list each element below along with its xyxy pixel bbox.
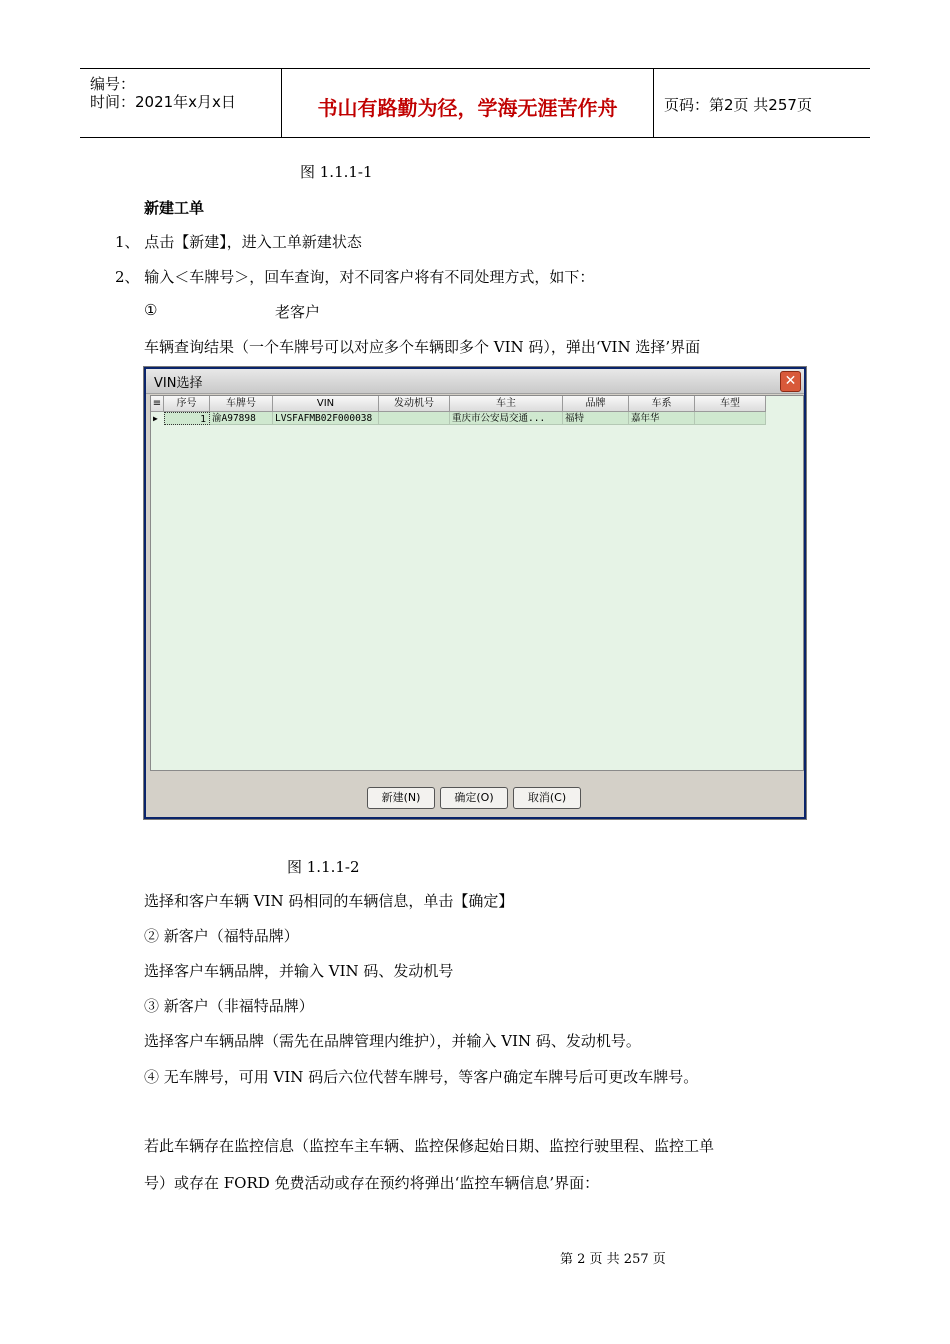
column-header[interactable]: 车系 — [629, 396, 695, 412]
vin-select-dialog — [143, 366, 807, 820]
cell-seq[interactable]: 1 — [164, 412, 210, 425]
row-selector-header-icon: ≡ — [151, 396, 164, 412]
figure-caption-1: 图 1.1.1-1 — [300, 163, 373, 181]
monitor-paragraph-line-1: 若此车辆存在监控信息（监控车主车辆、监控保修起始日期、监控行驶里程、监控工单 — [144, 1137, 715, 1155]
close-icon[interactable]: ✕ — [780, 371, 801, 392]
figure-caption-2: 图 1.1.1-2 — [287, 858, 360, 876]
column-header[interactable]: 发动机号 — [379, 396, 450, 412]
new-button[interactable]: 新建(N) — [367, 787, 435, 809]
doc-number-label: 编号： — [90, 75, 136, 93]
cell-model[interactable] — [695, 412, 766, 425]
instruction-line: 选择和客户车辆 VIN 码相同的车辆信息，单击【确定】 — [144, 892, 514, 910]
column-header[interactable]: 车型 — [695, 396, 766, 412]
monitor-paragraph-line-2: 号）或存在 FORD 免费活动或存在预约将弹出‘监控车辆信息’界面： — [144, 1174, 600, 1192]
table-row[interactable] — [151, 412, 803, 426]
header-motto: 书山有路勤为径，学海无涯苦作舟 — [317, 96, 618, 120]
vin-intro-text: 车辆查询结果（一个车牌号可以对应多个车辆即多个 VIN 码），弹出‘VIN 选择’界面 — [144, 338, 701, 356]
vin-grid — [150, 395, 804, 771]
old-customer-label: 老客户 — [275, 303, 321, 321]
dialog-title: VIN选择 — [154, 376, 203, 391]
cell-series[interactable]: 嘉年华 — [629, 412, 695, 425]
current-row-arrow-icon: ▶ — [151, 412, 164, 425]
grid-header — [151, 396, 803, 412]
instruction-line: 选择客户车辆品牌，并输入 VIN 码、发动机号 — [144, 962, 454, 980]
ok-button[interactable]: 确定(O) — [440, 787, 508, 809]
header-page-number: 页码：第2页 共257页 — [664, 96, 812, 114]
column-header[interactable]: 车牌号 — [210, 396, 273, 412]
dialog-titlebar — [146, 369, 804, 394]
page-footer: 第 2 页 共 257 页 — [560, 1252, 666, 1267]
dialog-body — [146, 369, 804, 817]
step-1: 1、 点击【新建】，进入工单新建状态 — [115, 233, 362, 251]
cell-plate[interactable]: 渝A97898 — [210, 412, 273, 425]
step-2: 2、 输入＜车牌号＞，回车查询，对不同客户将有不同处理方式，如下： — [115, 268, 595, 286]
new-customer-non-ford: ③ 新客户（非福特品牌） — [144, 997, 314, 1015]
cancel-button[interactable]: 取消(C) — [513, 787, 581, 809]
new-customer-ford: ② 新客户（福特品牌） — [144, 927, 299, 945]
cell-engine[interactable] — [379, 412, 450, 425]
instruction-line: 选择客户车辆品牌（需先在品牌管理内维护），并输入 VIN 码、发动机号。 — [144, 1032, 641, 1050]
old-customer-marker: ① — [144, 301, 158, 319]
header-info-cell — [80, 69, 282, 137]
header-motto-cell — [282, 69, 654, 137]
cell-brand[interactable]: 福特 — [563, 412, 629, 425]
column-header[interactable]: 品牌 — [563, 396, 629, 412]
header-page-cell — [654, 69, 870, 137]
cell-owner[interactable]: 重庆市公安局交通... — [450, 412, 563, 425]
column-header[interactable]: 序号 — [164, 396, 210, 412]
page-header — [80, 68, 870, 138]
cell-vin[interactable]: LVSFAFMB02F000038 — [273, 412, 379, 425]
doc-time-label: 时间：2021年x月x日 — [90, 93, 236, 111]
column-header[interactable]: VIN — [273, 396, 379, 412]
no-plate-note: ④ 无车牌号，可用 VIN 码后六位代替车牌号，等客户确定车牌号后可更改车牌号。 — [144, 1068, 699, 1086]
section-title: 新建工单 — [144, 199, 205, 217]
dialog-button-bar — [146, 773, 804, 817]
column-header[interactable]: 车主 — [450, 396, 563, 412]
